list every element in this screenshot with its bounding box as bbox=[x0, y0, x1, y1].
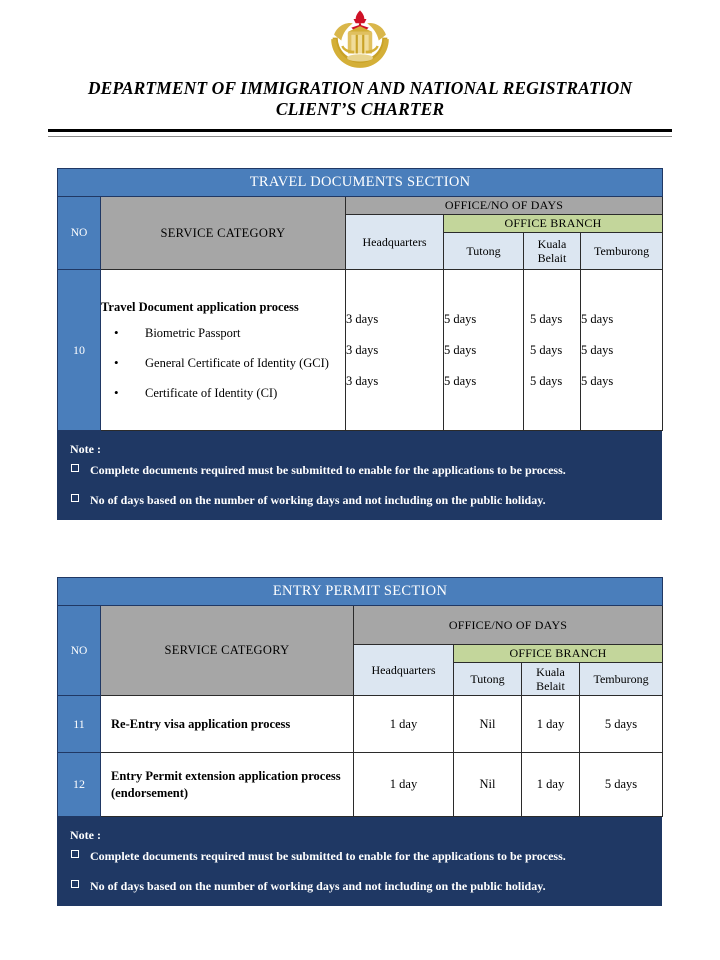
list-item: • Certificate of Identity (CI) bbox=[101, 385, 345, 402]
day-value: 5 days bbox=[444, 373, 477, 388]
note-title: Note : bbox=[70, 828, 101, 842]
day-value: 5 days bbox=[444, 311, 477, 326]
emblem-container bbox=[0, 0, 720, 76]
column-header-no: NO bbox=[58, 197, 101, 270]
list-item: • General Certificate of Identity (GCI) bbox=[101, 355, 345, 372]
row-service-category bbox=[101, 270, 346, 431]
column-header-service-category: SERVICE CATEGORY bbox=[101, 606, 354, 696]
entry-permit-table bbox=[57, 577, 663, 817]
row-number: 11 bbox=[58, 696, 101, 753]
table-row-section-title bbox=[58, 578, 663, 606]
note-item-text: Complete documents required must be submitted to enable for the applications to be process. bbox=[90, 463, 566, 477]
table-row bbox=[58, 696, 663, 753]
day-value: 5 days bbox=[581, 373, 614, 388]
document-title-line-2: CLIENT’S CHARTER bbox=[275, 99, 445, 119]
table-row-header-1 bbox=[58, 606, 663, 645]
square-bullet-icon bbox=[71, 850, 79, 858]
column-header-headquarters: Headquarters bbox=[354, 645, 454, 696]
day-value: 3 days bbox=[346, 311, 379, 326]
day-value: 3 days bbox=[346, 373, 379, 388]
row-tutong-days bbox=[444, 270, 524, 431]
row-tutong-days: Nil bbox=[454, 753, 522, 817]
row-number: 12 bbox=[58, 753, 101, 817]
column-header-tutong: Tutong bbox=[454, 663, 522, 696]
section-title: TRAVEL DOCUMENTS SECTION bbox=[58, 169, 663, 197]
note-item bbox=[70, 878, 649, 894]
service-bullet-list bbox=[101, 325, 345, 402]
day-value: 5 days bbox=[581, 311, 614, 326]
table-row bbox=[58, 753, 663, 817]
note-item-text: No of days based on the number of working days and not including on the public holiday. bbox=[90, 879, 546, 893]
brunei-coat-of-arms-icon bbox=[324, 6, 396, 78]
document-title bbox=[40, 76, 680, 120]
title-divider bbox=[48, 129, 672, 137]
column-header-kuala-belait: Kuala Belait bbox=[522, 663, 580, 696]
note-block bbox=[57, 431, 662, 520]
note-item-text: Complete documents required must be submitted to enable for the applications to be process. bbox=[90, 849, 566, 863]
square-bullet-icon bbox=[71, 464, 79, 472]
row-kuala-belait-days: 1 day bbox=[522, 753, 580, 817]
list-item: • Biometric Passport bbox=[101, 325, 345, 342]
table-row-section-title bbox=[58, 169, 663, 197]
column-header-service-category: SERVICE CATEGORY bbox=[101, 197, 346, 270]
column-header-office-no-of-days: OFFICE/NO OF DAYS bbox=[346, 197, 663, 215]
row-service-category: Entry Permit extension application process (endorsement) bbox=[101, 753, 354, 817]
column-header-no: NO bbox=[58, 606, 101, 696]
day-value: 5 days bbox=[530, 311, 563, 326]
square-bullet-icon bbox=[71, 880, 79, 888]
note-item bbox=[70, 492, 649, 508]
column-header-headquarters: Headquarters bbox=[346, 215, 444, 270]
row-kuala-belait-days: 1 day bbox=[522, 696, 580, 753]
table-row-header-1 bbox=[58, 197, 663, 215]
day-value: 5 days bbox=[530, 373, 563, 388]
note-item bbox=[70, 462, 649, 478]
section-title: ENTRY PERMIT SECTION bbox=[58, 578, 663, 606]
column-header-temburong: Temburong bbox=[580, 663, 663, 696]
travel-documents-section-block bbox=[57, 168, 662, 520]
row-headquarters-days: 1 day bbox=[354, 696, 454, 753]
note-block bbox=[57, 817, 662, 906]
column-header-tutong: Tutong bbox=[444, 233, 524, 270]
row-temburong-days: 5 days bbox=[580, 696, 663, 753]
entry-permit-section-block bbox=[57, 577, 662, 906]
row-tutong-days: Nil bbox=[454, 696, 522, 753]
row-headquarters-days: 1 day bbox=[354, 753, 454, 817]
travel-documents-table bbox=[57, 168, 663, 431]
row-temburong-days bbox=[581, 270, 663, 431]
document-title-line-1: DEPARTMENT OF IMMIGRATION AND NATIONAL REGISTRATION bbox=[87, 78, 633, 98]
row-kuala-belait-days bbox=[524, 270, 581, 431]
day-value: 5 days bbox=[581, 342, 614, 357]
row-service-category: Re-Entry visa application process bbox=[101, 696, 354, 753]
column-header-office-branch: OFFICE BRANCH bbox=[454, 645, 663, 663]
table-row bbox=[58, 270, 663, 431]
column-header-temburong: Temburong bbox=[581, 233, 663, 270]
day-value: 5 days bbox=[444, 342, 477, 357]
day-value: 3 days bbox=[346, 342, 379, 357]
note-title: Note : bbox=[70, 442, 101, 456]
service-lead-text: Travel Document application process bbox=[101, 299, 299, 314]
column-header-office-branch: OFFICE BRANCH bbox=[444, 215, 663, 233]
row-headquarters-days bbox=[346, 270, 444, 431]
day-value: 5 days bbox=[530, 342, 563, 357]
row-number: 10 bbox=[58, 270, 101, 431]
square-bullet-icon bbox=[71, 494, 79, 502]
note-item bbox=[70, 848, 649, 864]
column-header-office-no-of-days: OFFICE/NO OF DAYS bbox=[354, 606, 663, 645]
row-temburong-days: 5 days bbox=[580, 753, 663, 817]
column-header-kuala-belait: Kuala Belait bbox=[524, 233, 581, 270]
note-item-text: No of days based on the number of working days and not including on the public holiday. bbox=[90, 493, 546, 507]
